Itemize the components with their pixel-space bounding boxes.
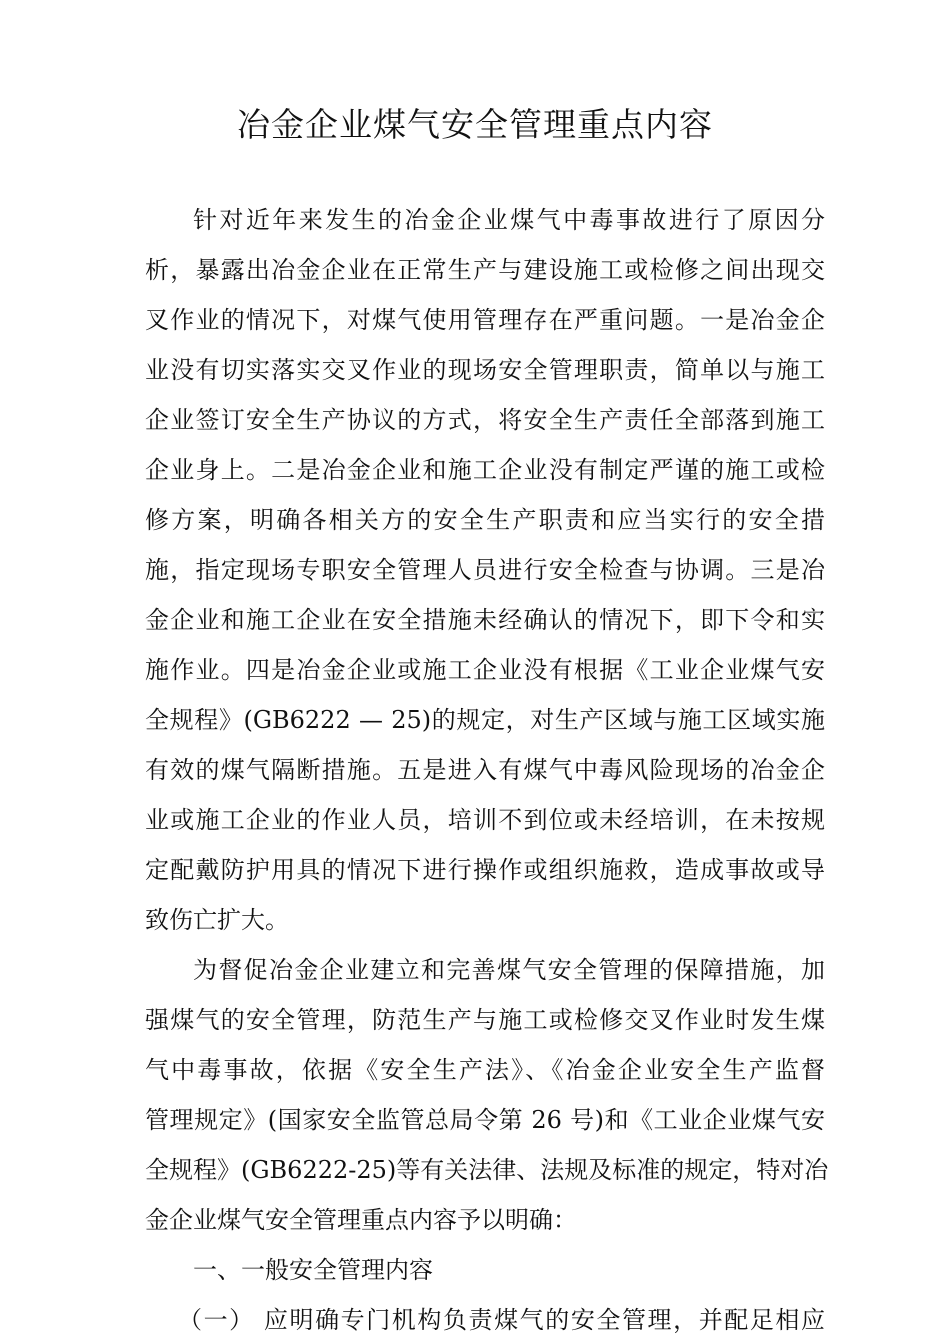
paragraph-line: 全规程》(GB6222 — 25)的规定，对生产区域与施工区域实施 <box>145 706 825 734</box>
paragraph-line: 金企业和施工企业在安全措施未经确认的情况下，即下令和实 <box>145 606 825 634</box>
paragraph-line: 针对近年来发生的冶金企业煤气中毒事故进行了原因分 <box>193 206 825 234</box>
paragraph-line: 管理规定》(国家安全监管总局令第 26 号)和《工业企业煤气安 <box>145 1106 825 1134</box>
list-item: （一） 应明确专门机构负责煤气的安全管理，并配足相应 <box>178 1306 825 1334</box>
paragraph-line: 叉作业的情况下，对煤气使用管理存在严重问题。一是冶金企 <box>145 306 825 334</box>
paragraph-line: 业没有切实落实交叉作业的现场安全管理职责，简单以与施工 <box>145 356 825 384</box>
paragraph-line: 业或施工企业的作业人员，培训不到位或未经培训，在未按规 <box>145 806 825 834</box>
paragraph-line: 强煤气的安全管理，防范生产与施工或检修交叉作业时发生煤 <box>145 1006 825 1034</box>
paragraph-line: 施，指定现场专职安全管理人员进行安全检查与协调。三是冶 <box>145 556 825 584</box>
paragraph-line: 有效的煤气隔断措施。五是进入有煤气中毒风险现场的冶金企 <box>145 756 825 784</box>
paragraph-line: 定配戴防护用具的情况下进行操作或组织施救，造成事故或导 <box>145 856 825 884</box>
paragraph-line: 企业身上。二是冶金企业和施工企业没有制定严谨的施工或检 <box>145 456 825 484</box>
section-heading: 一、一般安全管理内容 <box>193 1256 433 1284</box>
paragraph-line: 致伤亡扩大。 <box>145 906 289 934</box>
paragraph-line: 金企业煤气安全管理重点内容予以明确： <box>145 1206 577 1234</box>
paragraph-line: 析，暴露出冶金企业在正常生产与建设施工或检修之间出现交 <box>145 256 825 284</box>
paragraph-line: 施作业。四是冶金企业或施工企业没有根据《工业企业煤气安 <box>145 656 825 684</box>
paragraph-line: 企业签订安全生产协议的方式，将安全生产责任全部落到施工 <box>145 406 825 434</box>
paragraph-line: 为督促冶金企业建立和完善煤气安全管理的保障措施，加 <box>193 956 825 984</box>
document-title: 冶金企业煤气安全管理重点内容 <box>237 105 713 144</box>
paragraph-line: 修方案，明确各相关方的安全生产职责和应当实行的安全措 <box>145 506 825 534</box>
paragraph-line: 全规程》(GB6222-25)等有关法律、法规及标准的规定，特对冶 <box>145 1156 829 1184</box>
paragraph-line: 气中毒事故，依据《安全生产法》、《冶金企业安全生产监督 <box>145 1056 825 1084</box>
